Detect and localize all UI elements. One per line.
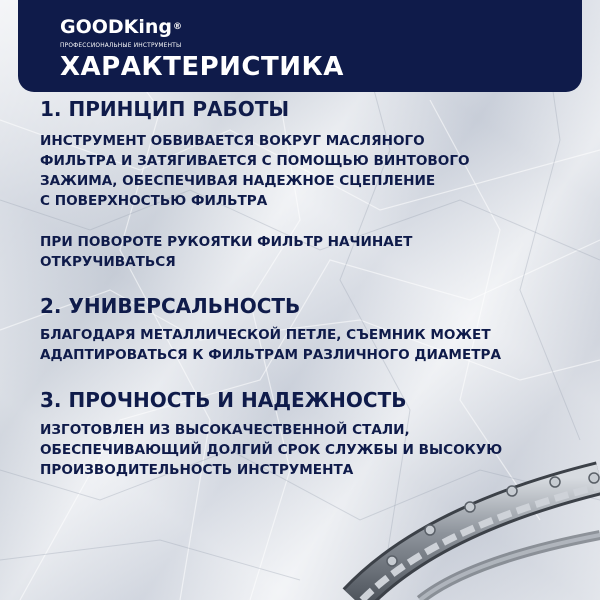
text-line: ОБЕСПЕЧИВАЮЩИЙ ДОЛГИЙ СРОК СЛУЖБЫ И ВЫСОКУЮ — [40, 442, 503, 458]
section-heading-durability: 3. ПРОЧНОСТЬ И НАДЕЖНОСТЬ — [40, 388, 407, 412]
brand-tagline: ПРОФЕССИОНАЛЬНЫЕ ИНСТРУМЕНТЫ — [60, 41, 182, 49]
text-line: ОТКРУЧИВАТЬСЯ — [40, 254, 176, 270]
section-heading-principle: 1. ПРИНЦИП РАБОТЫ — [40, 97, 290, 121]
text-line: ИНСТРУМЕНТ ОБВИВАЕТСЯ ВОКРУГ МАСЛЯНОГО — [40, 133, 425, 149]
section-heading-universality: 2. УНИВЕРСАЛЬНОСТЬ — [40, 294, 301, 318]
text-line: ИЗГОТОВЛЕН ИЗ ВЫСОКАЧЕСТВЕННОЙ СТАЛИ, — [40, 422, 410, 438]
text-line: БЛАГОДАРЯ МЕТАЛЛИЧЕСКОЙ ПЕТЛЕ, СЪЕМНИК МОЖЕТ — [40, 327, 491, 343]
text-line: ЗАЖИМА, ОБЕСПЕЧИВАЯ НАДЕЖНОЕ СЦЕПЛЕНИЕ — [40, 173, 436, 189]
text-line: ФИЛЬТРА И ЗАТЯГИВАЕТСЯ С ПОМОЩЬЮ ВИНТОВОГО — [40, 153, 470, 169]
page-title: ХАРАКТЕРИСТИКА — [60, 52, 344, 82]
text-line: ПРИ ПОВОРОТЕ РУКОЯТКИ ФИЛЬТР НАЧИНАЕТ — [40, 234, 413, 250]
header-banner — [18, 0, 582, 92]
brand-name: GOODKing — [60, 16, 173, 38]
text-line: С ПОВЕРХНОСТЬЮ ФИЛЬТРА — [40, 193, 268, 209]
text-line: АДАПТИРОВАТЬСЯ К ФИЛЬТРАМ РАЗЛИЧНОГО ДИАМЕТРА — [40, 347, 502, 363]
registered-mark: ® — [173, 22, 183, 32]
brand-logo — [60, 17, 182, 37]
text-line: ПРОИЗВОДИТЕЛЬНОСТЬ ИНСТРУМЕНТА — [40, 462, 354, 478]
